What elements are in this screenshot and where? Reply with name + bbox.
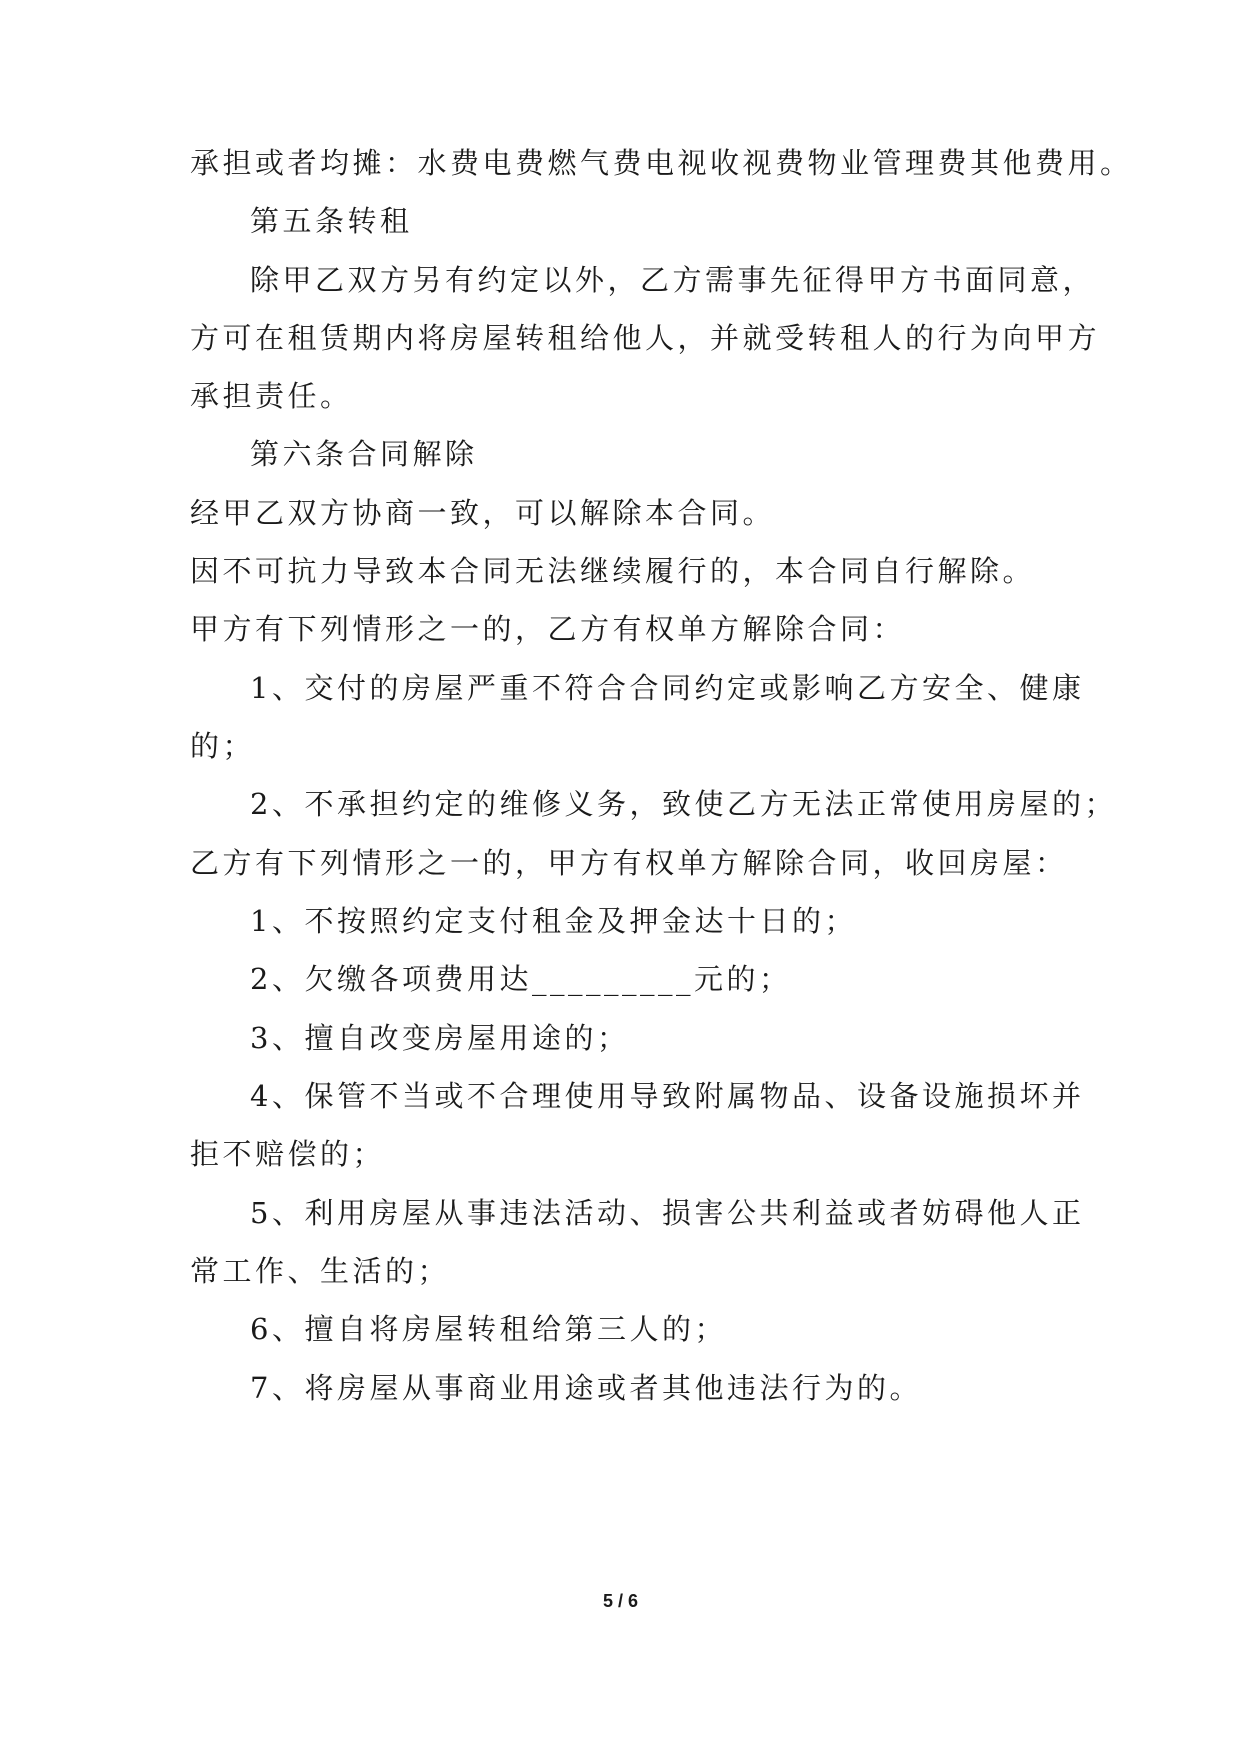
list-item: 3、擅自改变房屋用途的； — [250, 1021, 630, 1055]
list-item: 1、不按照约定支付租金及押金达十日的； — [250, 904, 857, 938]
paragraph-line: 因不可抗力导致本合同无法继续履行的，本合同自行解除。 — [190, 554, 1036, 588]
list-item: 5、利用房屋从事违法活动、损害公共利益或者妨碍他人正 — [250, 1196, 1085, 1230]
page-number: 5 / 6 — [602, 1591, 639, 1611]
list-item-continuation: 拒不赔偿的； — [190, 1137, 386, 1171]
paragraph-line: 承担责任。 — [190, 379, 353, 413]
list-item: 1、交付的房屋严重不符合合同约定或影响乙方安全、健康 — [250, 671, 1085, 705]
list-item: 2、不承担约定的维修义务，致使乙方无法正常使用房屋的； — [250, 787, 1117, 821]
list-item-continuation: 的； — [190, 729, 256, 763]
paragraph-line: 经甲乙双方协商一致，可以解除本合同。 — [190, 496, 776, 530]
paragraph-line: 乙方有下列情形之一的，甲方有权单方解除合同，收回房屋： — [190, 846, 1068, 880]
section-heading-6: 第六条合同解除 — [250, 437, 478, 471]
paragraph-line: 甲方有下列情形之一的，乙方有权单方解除合同： — [190, 612, 906, 646]
list-item: 4、保管不当或不合理使用导致附属物品、设备设施损坏并 — [250, 1079, 1085, 1113]
list-item: 6、擅自将房屋转租给第三人的； — [250, 1312, 727, 1346]
section-heading-5: 第五条转租 — [250, 204, 413, 238]
paragraph-line: 承担或者均摊：水费电费燃气费电视收视费物业管理费其他费用。 — [190, 146, 1133, 180]
list-item: 2、欠缴各项费用达_________元的； — [250, 962, 792, 996]
paragraph-line: 方可在租赁期内将房屋转租给他人，并就受转租人的行为向甲方 — [190, 321, 1101, 355]
list-item: 7、将房屋从事商业用途或者其他违法行为的。 — [250, 1371, 922, 1405]
paragraph-line: 除甲乙双方另有约定以外，乙方需事先征得甲方书面同意， — [250, 263, 1096, 297]
list-item-continuation: 常工作、生活的； — [190, 1254, 451, 1288]
